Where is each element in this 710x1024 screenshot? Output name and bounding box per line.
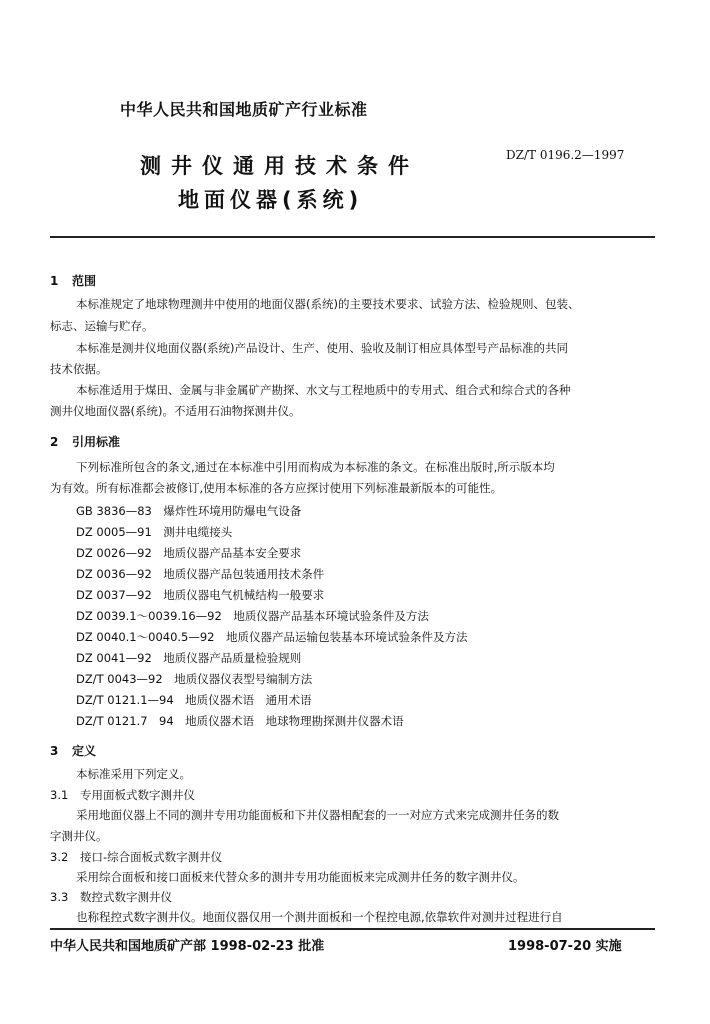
document-title-line-1: 测井仪通用技术条件 [140,154,419,178]
top-divider [50,236,655,238]
reference-code: DZ 0005—91 [76,525,152,539]
reference-code: DZ/T 0043—92 [76,672,163,686]
reference-item [76,671,312,687]
reference-item [76,608,429,624]
reference-code: DZ 0037—92 [76,588,152,602]
implementation-date: 1998-07-20 实施 [508,939,622,954]
definition-term: 接口-综合面板式数字测井仪 [80,850,223,864]
definition-3-1-heading [50,788,195,803]
section-1-para-3-line-2: 测井仪地面仪器(系统)。不适用石油物探测井仪。 [50,404,301,418]
definition-3-3-heading [50,890,172,905]
reference-title: 地质仪器电气机械结构一般要求 [163,588,325,602]
reference-code: DZ/T 0121.7 94 [76,714,174,728]
definition-3-1-line-1: 采用地面仪器上不同的测井专用功能面板和下井仪器相配套的一一对应方式来完成测井任务的数 [76,808,559,822]
section-3-heading [50,742,96,759]
definition-number: 3.1 [50,788,69,802]
section-title: 范围 [72,274,97,288]
bottom-divider [50,928,655,930]
section-number: 2 [50,435,59,449]
section-1-para-2-line-2: 技术依据。 [50,362,108,376]
section-title: 引用标准 [72,435,121,449]
reference-title: 地质仪器产品包装通用技术条件 [163,567,325,581]
section-2-heading [50,433,120,450]
definition-term: 数控式数字测井仪 [80,890,172,904]
reference-item [76,587,324,603]
definition-3-3-line-1: 也称程控式数字测井仪。地面仪器仅用一个测井面板和一个程控电源,依靠软件对测井过程进行自 [76,910,563,924]
reference-title: 地质仪器产品运输包装基本环境试验条件及方法 [226,630,468,644]
section-1-para-3-line-1: 本标准适用于煤田、金属与非金属矿产勘探、水文与工程地质中的专用式、组合式和综合式的各种 [76,383,571,397]
definition-3-1-line-2: 字测井仪。 [50,829,108,843]
document-title-line-2: 地面仪器(系统) [178,188,364,212]
reference-code: DZ 0039.1～0039.16—92 [76,609,222,623]
definition-3-2-heading [50,850,222,865]
reference-item [76,650,301,666]
section-1-para-1-line-2: 标志、运输与贮存。 [50,319,154,333]
section-number: 1 [50,274,59,288]
reference-title: 地质仪器产品质量检验规则 [163,651,302,665]
definition-3-2-line-1: 采用综合面板和接口面板来代替众多的测井专用功能面板来完成测井任务的数字测井仪。 [76,870,525,884]
reference-code: DZ 0036—92 [76,567,152,581]
reference-code: GB 3836—83 [76,504,152,518]
section-1-para-2-line-1: 本标准是测井仪地面仪器(系统)产品设计、生产、使用、验收及制订相应具体型号产品标准的共同 [76,341,568,355]
reference-code: DZ 0026—92 [76,546,152,560]
reference-item [76,524,232,540]
standard-header: 中华人民共和国地质矿产行业标准 [120,100,368,119]
reference-code: DZ 0040.1～0040.5—92 [76,630,215,644]
section-2-intro-line-1: 下列标准所包含的条文,通过在本标准中引用而构成为本标准的条文。在标准出版时,所示版本均 [76,460,555,474]
section-title: 定义 [72,744,97,758]
definition-number: 3.3 [50,890,69,904]
reference-title: 地质仪器术语 地球物理勘探测井仪器术语 [185,714,404,728]
section-1-para-1-line-1: 本标准规定了地球物理测井中使用的地面仪器(系统)的主要技术要求、试验方法、检验规则、包装、 [76,297,580,311]
reference-title: 地质仪器仪表型号编制方法 [174,672,313,686]
reference-title: 测井电缆接头 [163,525,233,539]
reference-title: 地质仪器产品基本环境试验条件及方法 [233,609,429,623]
definition-term: 专用面板式数字测井仪 [80,788,195,802]
reference-item [76,629,468,645]
section-1-heading [50,272,96,289]
reference-item [76,545,301,561]
reference-code: DZ/T 0121.1—94 [76,693,174,707]
reference-code: DZ 0041—92 [76,651,152,665]
reference-item [76,503,301,519]
reference-title: 地质仪器产品基本安全要求 [163,546,302,560]
reference-item [76,692,312,708]
reference-title: 爆炸性环境用防爆电气设备 [163,504,302,518]
reference-item [76,566,324,582]
section-number: 3 [50,744,59,758]
reference-title: 地质仪器术语 通用术语 [185,693,312,707]
section-2-intro-line-2: 为有效。所有标准都会被修订,使用本标准的各方应探讨使用下列标准最新版本的可能性。 [50,481,503,495]
section-3-intro: 本标准采用下列定义。 [76,767,191,781]
reference-item [76,713,404,729]
standard-code: DZ/T 0196.2—1997 [506,148,625,162]
approval-note: 中华人民共和国地质矿产部 1998-02-23 批准 [50,939,325,954]
definition-number: 3.2 [50,850,69,864]
